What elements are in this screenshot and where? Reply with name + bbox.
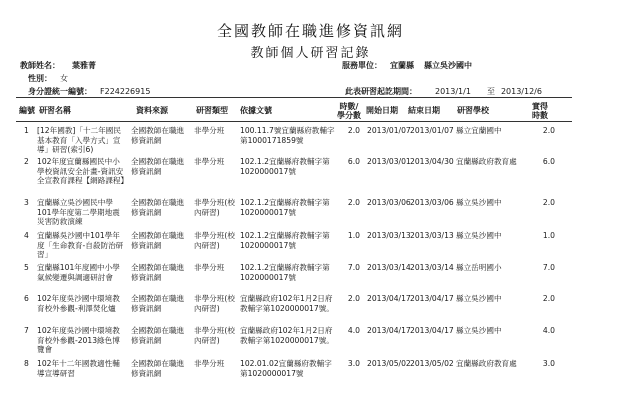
service-unit-label: 服務單位： xyxy=(342,61,382,70)
cell-type: 非學分班(校內研習) xyxy=(194,198,235,217)
table-header-divider xyxy=(16,121,572,122)
period-end: 2013/12/6 xyxy=(500,87,542,96)
cell-end: 2013/03/14 xyxy=(410,263,454,272)
gender-row xyxy=(28,73,68,84)
cell-school: 縣立宜蘭國中 xyxy=(456,126,502,135)
cell-actual: 4.0 xyxy=(542,326,555,335)
cell-source: 全國教師在職進修資訊網 xyxy=(131,359,185,378)
cell-doc: 102.1.2宜蘭縣府教輔字第1020000017號 xyxy=(240,157,330,176)
cell-name: 102年度吳沙國中環境教育校外參觀-2013綠色博覽會 xyxy=(37,326,120,355)
cell-name: 102年十二年國教適性輔導宣導研習 xyxy=(37,359,120,378)
cell-hours: 4.0 xyxy=(347,326,360,335)
cell-type: 非學分班(校內研習) xyxy=(194,231,235,250)
cell-start: 2013/04/17 xyxy=(367,294,411,303)
cell-type: 非學分班 xyxy=(194,126,225,135)
cell-num: 7 xyxy=(24,326,29,335)
cell-doc: 102.1.2宜蘭縣府教輔字第1020000017號 xyxy=(240,231,330,250)
cell-source: 全國教師在職進修資訊網 xyxy=(131,263,185,282)
col-header-hours-line2: 學分數 xyxy=(337,111,361,120)
cell-actual: 2.0 xyxy=(542,126,555,135)
cell-end: 2013/05/02 xyxy=(410,359,454,368)
cell-end: 2013/04/17 xyxy=(410,326,454,335)
col-header-name: 研習名稱 xyxy=(39,106,71,115)
cell-hours: 1.0 xyxy=(347,231,360,240)
cell-start: 2013/01/07 xyxy=(367,126,411,135)
cell-end: 2013/03/06 xyxy=(410,198,454,207)
cell-hours: 2.0 xyxy=(347,198,360,207)
cell-doc: 100.11.7號宜蘭縣府教輔字第1000171859號 xyxy=(240,126,335,145)
cell-school: 宜蘭縣政府教育處 xyxy=(456,157,517,166)
cell-doc: 102.1.2宜蘭縣府教輔字第1020000017號 xyxy=(240,198,330,217)
cell-doc: 宜蘭縣政府102年1月2日府教輔字第1020000017號。 xyxy=(240,294,334,313)
period-to: 至 xyxy=(486,87,495,96)
table-row xyxy=(0,157,621,189)
cell-hours: 7.0 xyxy=(347,263,360,272)
cell-actual: 2.0 xyxy=(542,198,555,207)
id-number-row xyxy=(28,86,150,97)
cell-name: [12年國教]「十二年國民基本教育「入學方式」宣導」研習(索引6) xyxy=(37,126,121,155)
cell-type: 非學分班(校內研習) xyxy=(194,294,235,313)
cell-name: 宜蘭縣101年度國中小學氣候變遷與調適研討會 xyxy=(37,263,120,282)
col-header-source: 資料來源 xyxy=(136,106,168,115)
cell-type: 非學分班 xyxy=(194,263,225,272)
teacher-name-value: 葉雅菁 xyxy=(72,61,96,70)
col-header-type: 研習類型 xyxy=(196,106,228,115)
cell-num: 2 xyxy=(24,157,29,166)
cell-num: 6 xyxy=(24,294,29,303)
cell-num: 3 xyxy=(24,198,29,207)
id-number-label: 身分證統一編號： xyxy=(28,87,92,96)
period-row xyxy=(345,86,542,97)
cell-num: 4 xyxy=(24,231,29,240)
cell-num: 5 xyxy=(24,263,29,272)
col-header-doc: 依據文號 xyxy=(240,106,272,115)
cell-start: 2013/05/02 xyxy=(367,359,411,368)
cell-end: 2013/03/13 xyxy=(410,231,454,240)
cell-source: 全國教師在職進修資訊網 xyxy=(131,126,185,145)
cell-source: 全國教師在職進修資訊網 xyxy=(131,294,185,313)
cell-actual: 3.0 xyxy=(542,359,555,368)
cell-name: 宜蘭縣吳沙國中101學年度「生命教育-自殺防治研習」 xyxy=(37,231,124,260)
cell-type: 非學分班 xyxy=(194,359,225,368)
cell-actual: 1.0 xyxy=(542,231,555,240)
cell-source: 全國教師在職進修資訊網 xyxy=(131,157,185,176)
cell-start: 2013/03/06 xyxy=(367,198,411,207)
cell-school: 縣立吳沙國中 xyxy=(456,294,502,303)
cell-start: 2013/04/17 xyxy=(367,326,411,335)
cell-num: 8 xyxy=(24,359,29,368)
teacher-name-row xyxy=(20,60,96,71)
service-unit-school: 縣立吳沙國中 xyxy=(424,61,472,70)
table-top-divider xyxy=(16,97,572,98)
col-header-school: 研習學校 xyxy=(457,106,489,115)
cell-name: 102年度宜蘭縣國民中小學校資訊安全計畫-資訊安全宣教育課程【網路課程】 xyxy=(37,157,129,186)
cell-source: 全國教師在職進修資訊網 xyxy=(131,231,185,250)
table-row xyxy=(0,231,621,263)
col-header-start: 開始日期 xyxy=(366,106,398,115)
page-title: 全國教師在職進修資訊網 xyxy=(216,22,404,40)
cell-start: 2013/03/13 xyxy=(367,231,411,240)
cell-type: 非學分班(校內研習) xyxy=(194,326,235,345)
cell-source: 全國教師在職進修資訊網 xyxy=(131,326,185,345)
cell-name: 宜蘭縣立吳沙國民中學101學年度第二學期地震災害防救演練 xyxy=(37,198,120,227)
col-header-num: 編號 xyxy=(19,106,35,115)
cell-type: 非學分班 xyxy=(194,157,225,166)
cell-doc: 102.1.2宜蘭縣府教輔字第1020000017號 xyxy=(240,263,330,282)
cell-school: 縣立吳沙國中 xyxy=(456,198,502,207)
period-label: 此表研習起訖期間： xyxy=(345,87,417,96)
cell-end: 2013/04/17 xyxy=(410,294,454,303)
col-header-hours xyxy=(335,102,363,120)
cell-hours: 6.0 xyxy=(347,157,360,166)
cell-doc: 102.01.02宜蘭縣府教輔字第1020000017號 xyxy=(240,359,332,378)
id-number-value: F224226915 xyxy=(100,87,151,96)
table-row xyxy=(0,294,621,326)
table-row xyxy=(0,263,621,295)
service-unit-row xyxy=(342,60,472,71)
cell-doc: 宜蘭縣政府102年1月2日府教輔字第1020000017號。 xyxy=(240,326,334,345)
cell-actual: 6.0 xyxy=(542,157,555,166)
gender-label: 性別： xyxy=(28,74,52,83)
cell-actual: 7.0 xyxy=(542,263,555,272)
col-header-actual-line1: 實得 xyxy=(532,102,548,111)
cell-hours: 2.0 xyxy=(347,126,360,135)
period-start: 2013/1/1 xyxy=(435,87,471,96)
cell-school: 宜蘭縣政府教育處 xyxy=(456,359,517,368)
cell-school: 縣立吳沙國中 xyxy=(456,326,502,335)
gender-value: 女 xyxy=(60,74,68,83)
cell-name: 102年度吳沙國中環境教育校外參觀-利澤焚化爐 xyxy=(37,294,120,313)
page-subtitle: 教師個人研習記錄 xyxy=(250,46,371,61)
cell-hours: 2.0 xyxy=(347,294,360,303)
table-row xyxy=(0,359,621,391)
cell-end: 2013/04/30 xyxy=(410,157,454,166)
cell-end: 2013/01/07 xyxy=(410,126,454,135)
col-header-actual-line2: 時數 xyxy=(532,111,548,120)
col-header-end: 結束日期 xyxy=(408,106,440,115)
cell-hours: 3.0 xyxy=(347,359,360,368)
service-unit-county: 宜蘭縣 xyxy=(390,61,414,70)
cell-start: 2013/03/01 xyxy=(367,157,411,166)
table-row xyxy=(0,198,621,230)
cell-start: 2013/03/14 xyxy=(367,263,411,272)
cell-source: 全國教師在職進修資訊網 xyxy=(131,198,185,217)
teacher-name-label: 教師姓名： xyxy=(20,61,60,70)
table-row xyxy=(0,326,621,358)
cell-actual: 2.0 xyxy=(542,294,555,303)
cell-num: 1 xyxy=(24,126,29,135)
cell-school: 縣立吳沙國中 xyxy=(456,231,502,240)
table-row xyxy=(0,126,621,158)
col-header-hours-line1: 時數/ xyxy=(339,102,359,111)
cell-school: 縣立岳明國小 xyxy=(456,263,502,272)
col-header-actual xyxy=(530,102,550,120)
